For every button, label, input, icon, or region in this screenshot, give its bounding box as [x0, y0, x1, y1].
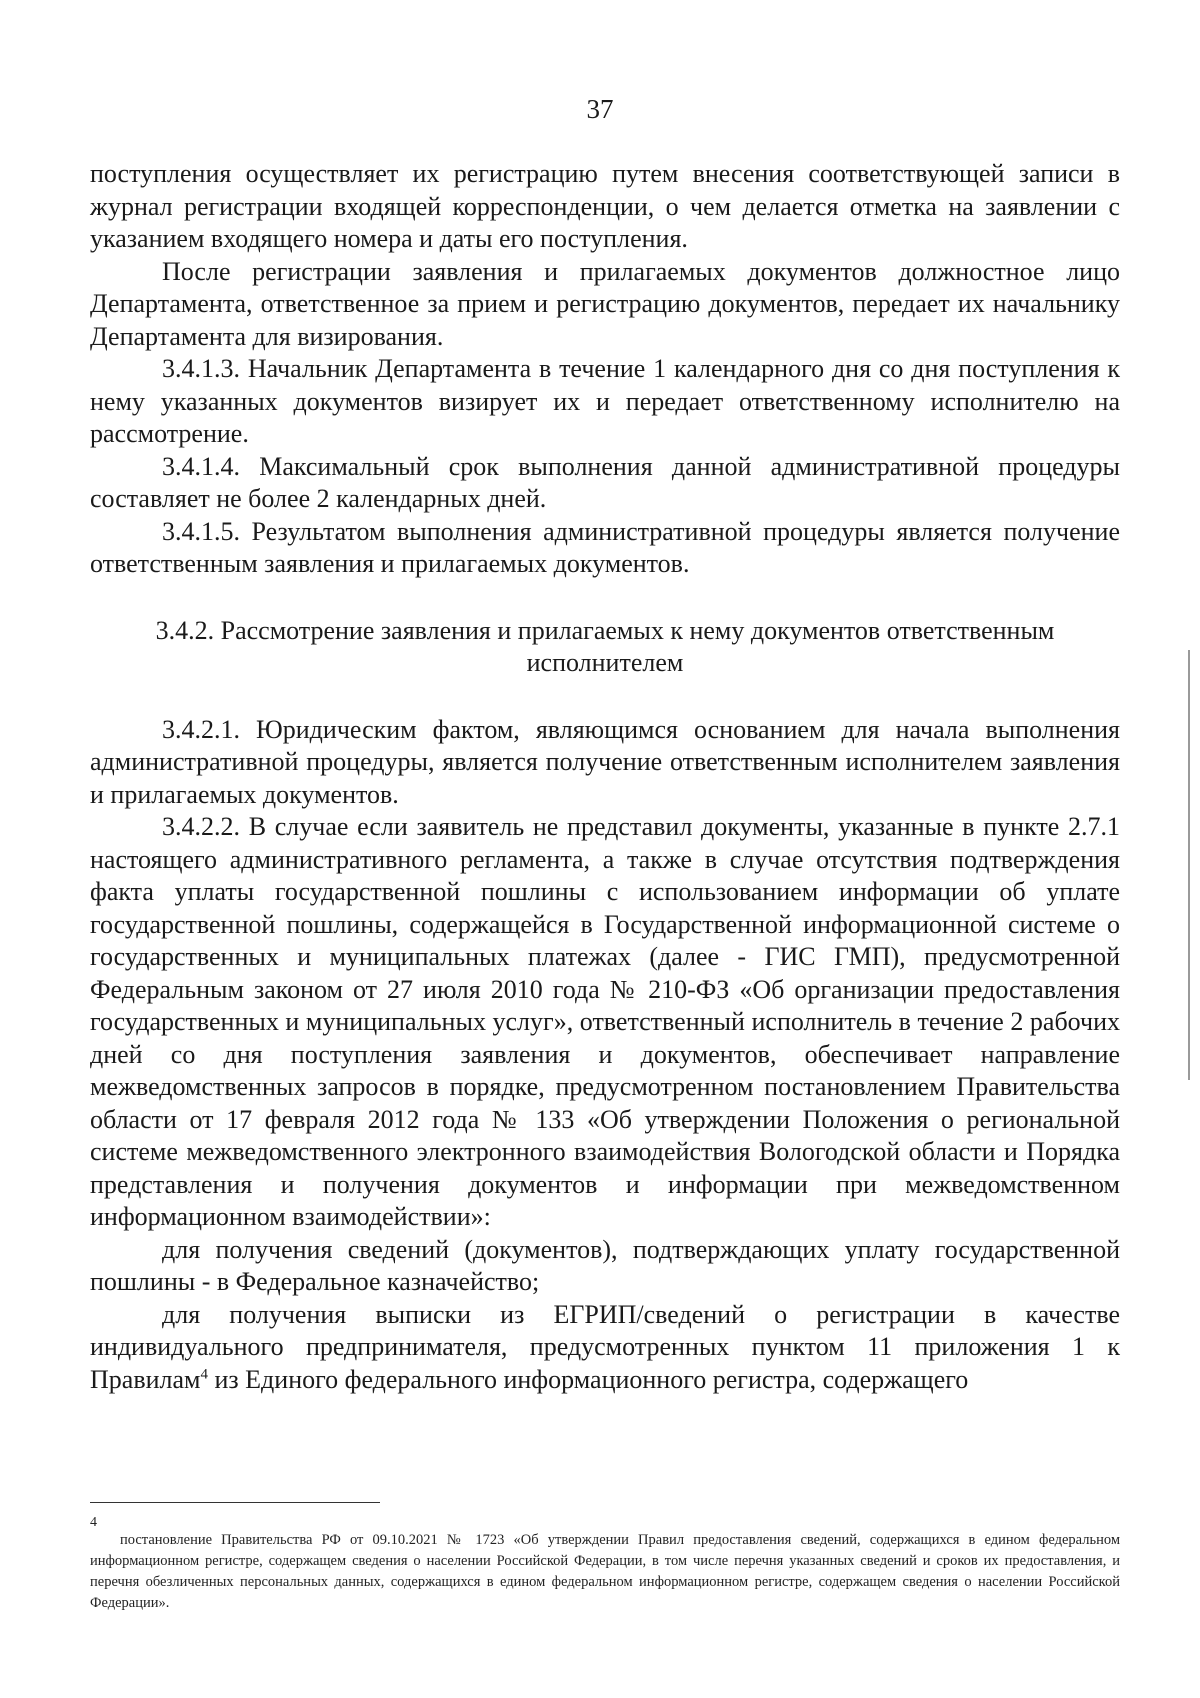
document-body — [90, 158, 1120, 1396]
footnote — [90, 1516, 1120, 1614]
paragraph-3-4-1-3: 3.4.1.3. Начальник Департамента в течение 1 календарного дня со дня поступления к нему указанных документов визирует их и передает ответственному исполнителю на рассмотрение. — [90, 354, 1120, 448]
paragraph-egrip-request — [90, 1299, 1120, 1397]
footnote-mark: 4 — [90, 1515, 97, 1530]
egrip-text-before: для получения выписки из ЕГРИП/сведений о регистрации в качестве индивидуального предпринимателя, предусмотренных пунктом 11 приложения 1 к Правилам — [90, 1299, 1120, 1394]
paragraph-3-4-1-4: 3.4.1.4. Максимальный срок выполнения данной административной процедуры составляет не более 2 календарных дней. — [90, 451, 1120, 513]
section-heading-3-4-2: 3.4.2. Рассмотрение заявления и прилагаемых к нему документов ответственным исполнителем — [155, 615, 1055, 677]
footnote-separator — [90, 1502, 380, 1503]
paragraph-treasury-request: для получения сведений (документов), подтверждающих уплату государственной пошлины - в Федеральное казначейство; — [90, 1234, 1120, 1296]
footnote-reference: 4 — [200, 1365, 208, 1382]
page-number: 37 — [586, 94, 614, 124]
footnote-text: постановление Правительства РФ от 09.10.2021 № 1723 «Об утверждении Правил предоставления сведений, содержащихся в едином федеральном информационном регистре, содержащем сведения о населении Российской Федерации, в том числе перечня указанных сведений и сроков их предоставления, и перечня обезличенных персональных данных, содержащихся в едином федеральном информационном регистре, содержащем сведения о населении Российской Федерации». — [90, 1532, 1120, 1611]
egrip-text-after: из Единого федерального информационного регистра, содержащего — [207, 1364, 969, 1394]
paragraph-continuation: поступления осуществляет их регистрацию путем внесения соответствующей записи в журнал регистрации входящей корреспонденции, о чем делается отметка на заявлении с указанием входящего номера и даты его поступления. — [90, 159, 1120, 253]
paragraph-3-4-2-2: 3.4.2.2. В случае если заявитель не представил документы, указанные в пункте 2.7.1 настоящего административного регламента, а также в случае отсутствия подтверждения факта уплаты государственной пошлины с использованием информации об уплате государственной пошлины, содержащейся в Государственной информационной системе о государственных и муниципальных платежах (далее - ГИС ГМП), предусмотренной Федеральным законом от 27 июля 2010 года № 210-ФЗ «Об организации предоставления государственных и муниципальных услуг», ответственный исполнитель в течение 2 рабочих дней со дня поступления заявления и документов, обеспечивает направление межведомственных запросов в порядке, предусмотренном постановлением Правительства области от 17 февраля 2012 года № 133 «Об утверждении Положения о региональной системе межведомственного электронного взаимодействия Вологодской области и Порядка представления и получения документов и информации при межведомственном информационном взаимодействии»: — [90, 812, 1120, 1231]
paragraph-3-4-2-1: 3.4.2.1. Юридическим фактом, являющимся основанием для начала выполнения административной процедуры, является получение ответственным исполнителем заявления и прилагаемых документов. — [90, 714, 1120, 809]
scan-edge-line — [1188, 650, 1190, 1080]
paragraph-registration: После регистрации заявления и прилагаемых документов должностное лицо Департамента, ответственное за прием и регистрацию документов, передает их начальнику Департамента для визирования. — [90, 256, 1120, 351]
paragraph-3-4-1-5: 3.4.1.5. Результатом выполнения административной процедуры является получение ответственным заявления и прилагаемых документов. — [90, 516, 1120, 578]
